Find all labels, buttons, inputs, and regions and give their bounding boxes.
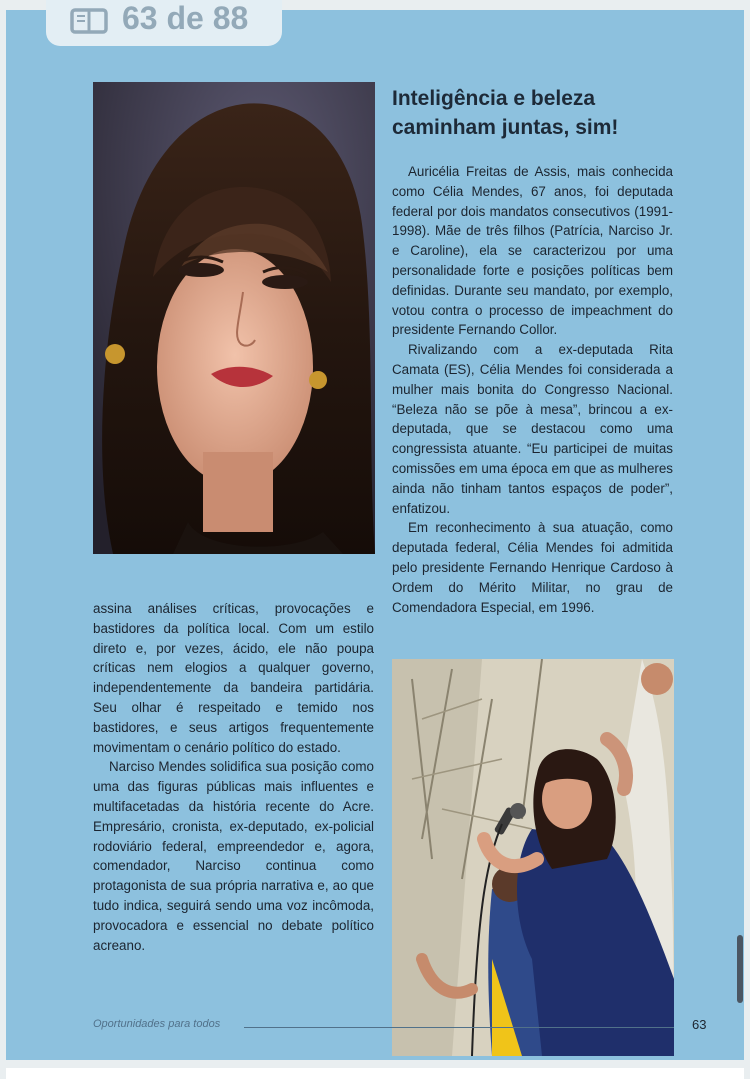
article-paragraph: Rivalizando com a ex-deputada Rita Camata (ES), Célia Mendes foi considerada a mulher mais bonita do Congresso Nacional. “Beleza não se põe à mesa”, brincou a ex-deputada, que se destacou como uma congressista atuante. “Eu participei de muitas comissões em uma época em que as mulheres ainda não tinham tantos espaços de poder”, enfatizou. xyxy=(392,342,673,516)
article-paragraph: Em reconhecimento à sua atuação, como deputada federal, Célia Mendes foi admitida pelo presidente Fernando Henrique Cardoso à Ordem do Mérito Militar, no grau de Comendadora Especial, em 1996. xyxy=(392,520,673,615)
article-paragraph: assina análises críticas, provocações e bastidores da política local. Com um estilo direto e, por vezes, ácido, ele não poupa críticas nem elogios a qualquer governo, independentemente da bandeira partidária. Seu olhar é respeitado e temido nos bastidores, e seus artigos frequentemente movimentam o cenário político do estado. xyxy=(93,601,374,755)
article-right-column xyxy=(392,162,673,617)
page-number: 63 xyxy=(692,1017,707,1032)
scrollbar-thumb[interactable] xyxy=(737,935,743,1003)
article-headline: Inteligência e beleza caminham juntas, sim! xyxy=(392,87,619,139)
article-left-column xyxy=(93,599,374,955)
book-icon xyxy=(70,8,108,34)
portrait-photo xyxy=(93,82,375,554)
rally-photo xyxy=(392,659,674,1056)
magazine-page xyxy=(6,0,744,1060)
footer-divider xyxy=(244,1027,674,1028)
article-paragraph: Auricélia Freitas de Assis, mais conhecida como Célia Mendes, 67 anos, foi deputada federal por dois mandatos consecutivos (1991-1998). Mãe de três filhos (Patrícia, Narciso Jr. e Caroline), ela se caracterizou por uma personalidade forte e posições políticas bem definidas. Durante seu mandato, por exemplo, votou contra o processo de impeachment do presidente Fernando Collor. xyxy=(392,164,673,338)
article-paragraph: Narciso Mendes solidifica sua posição como uma das figuras públicas mais influentes e multifacetadas da história recente do Acre. Empresário, cronista, ex-deputado, ex-policial rodoviário federal, empreendedor e, agora, comendador, Narciso continua como protagonista de sua própria narrativa e, ao que tudo indica, seguirá sendo uma voz incômoda, provocadora e essencial no debate político acreano. xyxy=(93,759,374,953)
page-indicator-text: 63 de 88 xyxy=(122,0,249,36)
next-page-edge xyxy=(6,1068,744,1079)
page-indicator[interactable] xyxy=(46,0,282,46)
footer-slogan: Oportunidades para todos xyxy=(93,1018,221,1030)
